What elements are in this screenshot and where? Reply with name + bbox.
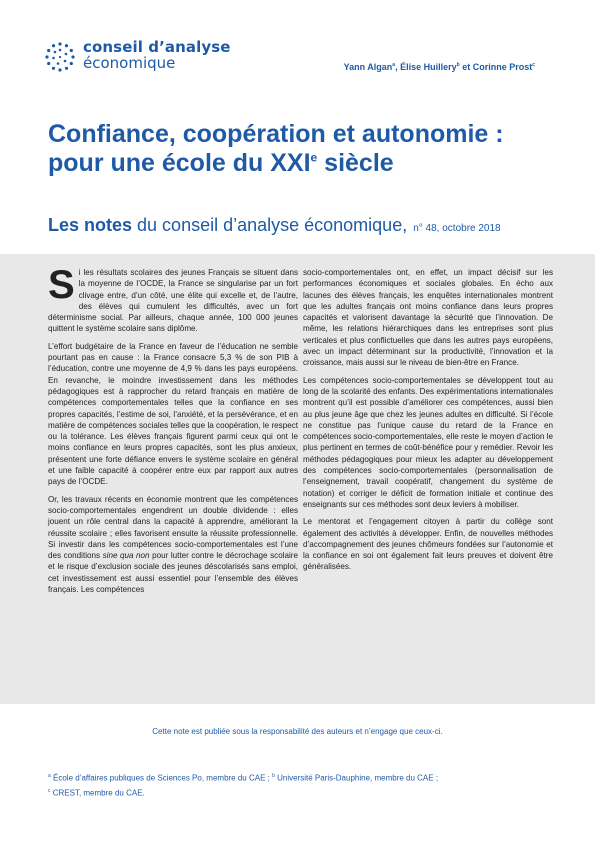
- series-subtitle: [48, 215, 501, 236]
- drop-cap: S: [48, 263, 75, 307]
- title-line2: [48, 149, 568, 178]
- footnote-mark: b: [272, 773, 275, 779]
- footnote-mark: c: [48, 787, 51, 794]
- affiliation-mark: b: [456, 62, 460, 68]
- footnote-text: École d’affaires publiques de Sciences Po, membre du CAE ;: [50, 773, 273, 783]
- summary-paragraph: Les compétences socio-comportementales se développent tout au long de la scolarité des enfants. Des expérimentations internationales montrent qu’il est possible d’améliorer ces compétences, aussi bien au plus jeune âge que chez les jeunes adultes en difficulté. Si l’école ne constitue pas l’unique cause du retard de la France en compétences socio-comportementales, elle reste le moyen d’action le plus pertinent en termes de coût-bénéfice pour y remédier. Revoir les méthodes pédagogiques pour mieux les adapter au développement des compétences socio-comportementales (personnalisation de l’enseignement, travail coopératif, changement du système de notation) et corriger le déficit de formation initiale et continue des enseignants sur ces méthodes sont deux leviers à mobiliser.: [303, 375, 553, 509]
- issue-number: n° 48, octobre 2018: [413, 223, 501, 234]
- affiliation-mark: a: [392, 62, 396, 68]
- summary-paragraph: Le mentorat et l’engagement citoyen à partir du collège sont également des activités à développer. Enfin, de nouvelles méthodes d’accompagnement des jeunes chômeurs fondées sur l’autonomie et la confiance en soi ont également fait leurs preuves et doivent être généralisées.: [303, 517, 553, 572]
- authors: [344, 62, 535, 72]
- author-name: Corinne Prost: [472, 62, 533, 72]
- paragraph-text: pour lutter contre le décrochage scolaire et le risque d’exclusion sociale des jeunes déscolarisés sans emploi, cet investissement est aussi essentiel pour l’ensemble des élèves français. Les compétences: [48, 551, 298, 595]
- summary-paragraph: L’effort budgétaire de la France en faveur de l’éducation ne semble pourtant pas en cause : la France consacre 5,3 % de son PIB à l’éducation, contre une moyenne de 4,9 % dans les pays européens. En revanche, le moindre investissement dans les méthodes pédagogiques est à rapprocher du retard français en matière de compétences comportementales telles que la confiance en ses propres capacités, l’estime de soi, l’anxiété, et la persévérance, et en matière de compétences sociales telles que la coopération, le respect ou la tolérance. Les élèves français figurent parmi ceux qui ont le moins confiance en leurs propres capacités, sont les plus anxieux, présentent une forte défiance envers le système scolaire en général et une faible capacité à coopérer entre eux par rapport aux autres pays de l’OCDE.: [48, 341, 298, 487]
- page-title: [48, 120, 568, 178]
- affiliation-mark: c: [532, 62, 535, 68]
- paragraph-text: i les résultats scolaires des jeunes Français se situent dans la moyenne de l’OCDE, la France se singularise par un fort clivage entre, d’un côté, une élite qui excelle et, de l’autre, des élèves qui cumulent les difficultés, avec un fort déterminisme social. Par ailleurs, chaque année, 100 000 jeunes quittent le système scolaire sans diplôme.: [48, 268, 298, 334]
- summary-paragraph: [48, 263, 298, 335]
- summary-paragraph: socio-comportementales ont, en effet, un impact décisif sur les performances économiques et sociales globales. En écho aux lacunes des élèves français, les enquêtes internationales montrent que les adultes français ont moins confiance dans leurs propres capacités et valorisent davantage la sécurité que l’innovation. De même, les relations hiérarchiques dans les entreprises sont plus verticales et plus conflictuelles que dans les autres pays européens, avec un impact déterminant sur la productivité, l’innovation et la croissance, mais aussi sur le niveau de bien-être en France.: [303, 268, 553, 368]
- responsibility-note: Cette note est publiée sous la responsabilité des auteurs et n’engage que ceux-ci.: [152, 727, 443, 736]
- authors-and: et: [459, 62, 473, 72]
- subtitle-rest: du conseil d’analyse économique,: [132, 215, 408, 235]
- logo-line2: économique: [83, 54, 176, 72]
- logo-line1: conseil d’analyse: [83, 38, 231, 56]
- footnote-mark: a: [48, 773, 51, 779]
- title-superscript: e: [310, 150, 318, 165]
- summary-column-right: [303, 267, 553, 579]
- summary-paragraph: [48, 494, 298, 596]
- title-line2-prefix: pour une école du XXI: [48, 149, 311, 177]
- footnote-text: CREST, membre du CAE.: [50, 788, 145, 798]
- title-line2-suffix: siècle: [317, 149, 394, 177]
- author-name: Yann Algan: [343, 62, 393, 72]
- dotted-circle-logo-icon: [44, 41, 76, 73]
- footnote-line: [48, 770, 438, 785]
- subtitle-bold: Les notes: [48, 215, 133, 235]
- cae-logo: [44, 39, 231, 73]
- paragraph-text: Or, les travaux récents en économie montrent que les compétences socio-comportementales engendrent un double dividende : elles jouent un rôle central dans la capacité à apprendre, améliorant la réussite scolaire ; elles favorisent ensuite la réussite professionnelle. Si investir dans les compétences socio-comportementales est l’une des conditions: [48, 494, 298, 561]
- footnotes: [48, 770, 438, 799]
- footnote-line: [48, 785, 438, 800]
- author-name: Élise Huillery: [400, 62, 457, 72]
- italic-phrase: sine qua non: [102, 551, 150, 561]
- authors-separator: ,: [395, 62, 401, 72]
- summary-column-left: [48, 263, 298, 601]
- footnote-text: Université Paris-Dauphine, membre du CAE ;: [274, 773, 439, 783]
- title-line1: Confiance, coopération et autonomie :: [48, 120, 504, 148]
